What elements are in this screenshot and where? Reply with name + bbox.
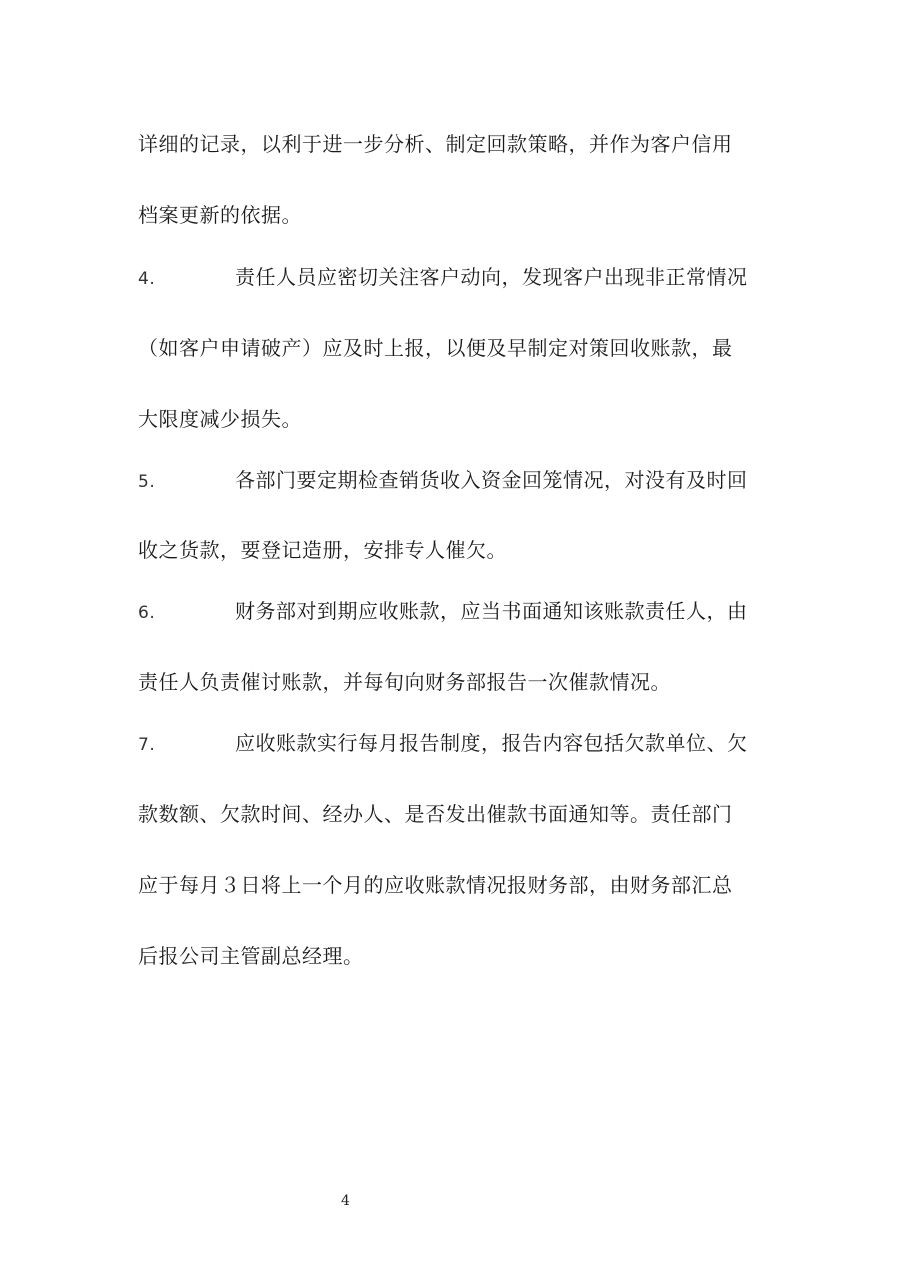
item-number: 4. [138, 269, 156, 289]
line-text: 责任人负责催讨账款，并每旬向财务部报告一次催款情况。 [138, 670, 671, 694]
text-line [138, 802, 733, 826]
text-line [138, 944, 364, 968]
line-text: 档案更新的依据。 [138, 203, 302, 227]
line-text: 大限度减少损失。 [138, 407, 302, 431]
text-line [138, 670, 671, 694]
text-line [138, 203, 302, 227]
text-line [138, 336, 733, 360]
item-number: 6. [138, 603, 156, 623]
item-number: 7. [138, 735, 156, 755]
line-text: 应收账款实行每月报告制度，报告内容包括欠款单位、欠 [235, 731, 748, 755]
numbered-item-7 [138, 731, 748, 757]
numbered-item-4 [138, 265, 748, 291]
line-text: 后报公司主管副总经理。 [138, 944, 364, 968]
page-number: 4 [341, 1193, 350, 1209]
line-text: 各部门要定期检查销货收入资金回笼情况，对没有及时回 [235, 468, 748, 492]
text-line [138, 407, 302, 431]
line-text: 详细的记录，以利于进一步分析、制定回款策略，并作为客户信用 [138, 132, 733, 156]
numbered-item-6 [138, 599, 748, 625]
line-text: 应于每月３日将上一个月的应收账款情况报财务部，由财务部汇总 [138, 873, 733, 897]
text-line [138, 538, 507, 562]
item-number: 5. [138, 472, 156, 492]
line-text: 责任人员应密切关注客户动向，发现客户出现非正常情况 [235, 265, 748, 289]
line-text: 收之货款，要登记造册，安排专人催欠。 [138, 538, 507, 562]
text-line [138, 873, 733, 897]
text-line [138, 132, 733, 156]
numbered-item-5 [138, 468, 748, 494]
line-text: 款数额、欠款时间、经办人、是否发出催款书面通知等。责任部门 [138, 802, 733, 826]
line-text: 财务部对到期应收账款，应当书面通知该账款责任人，由 [235, 599, 748, 623]
line-text: （如客户申请破产）应及时上报，以便及早制定对策回收账款，最 [138, 336, 733, 360]
